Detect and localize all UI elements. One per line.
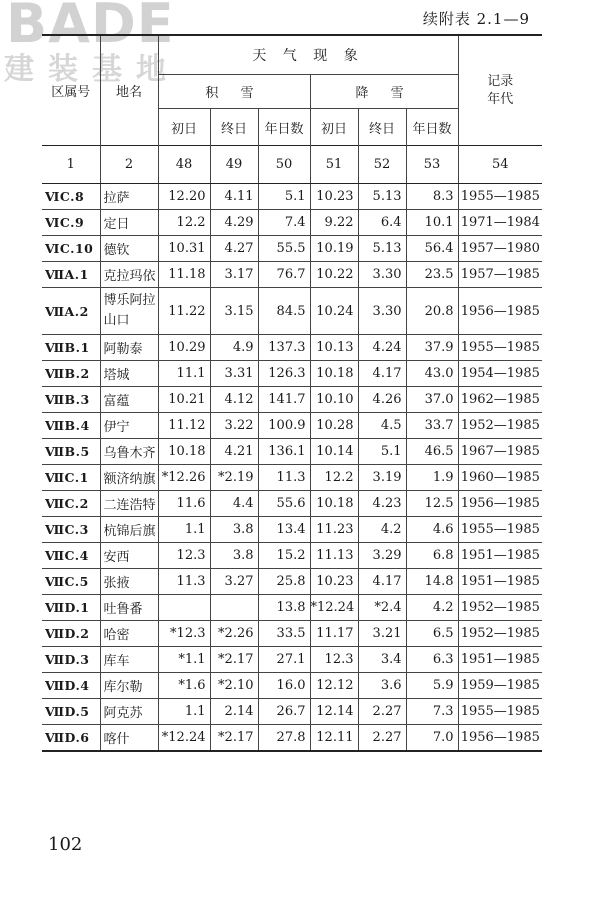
cell-snowcover-days: 5.1	[258, 184, 310, 210]
cell-zone-code: ⅥC.8	[42, 184, 100, 210]
cell-zone-code: ⅥC.10	[42, 236, 100, 262]
table-row	[42, 543, 542, 569]
cell-record-years: 1959—1985	[458, 673, 542, 699]
cell-snowfall-last: 3.19	[358, 465, 406, 491]
table-row	[42, 288, 542, 335]
cell-station-name: 阿克苏	[100, 699, 158, 725]
cell-snowcover-last: 4.21	[210, 439, 258, 465]
table-row	[42, 621, 542, 647]
cell-zone-code: ⅦD.2	[42, 621, 100, 647]
cell-snowcover-last: 3.31	[210, 361, 258, 387]
cell-snowcover-last: 3.27	[210, 569, 258, 595]
cell-snowcover-last: 4.11	[210, 184, 258, 210]
cell-snowcover-first: *1.1	[158, 647, 210, 673]
cell-snowcover-last	[210, 595, 258, 621]
cell-snowfall-first: 10.18	[310, 491, 358, 517]
header-record-line2: 年代	[487, 91, 514, 107]
cell-record-years: 1951—1985	[458, 647, 542, 673]
cell-snowfall-last: 5.1	[358, 439, 406, 465]
cell-snowfall-first: 10.14	[310, 439, 358, 465]
cell-snowcover-last: 3.15	[210, 288, 258, 335]
cell-snowcover-days: 136.1	[258, 439, 310, 465]
cell-zone-code: ⅦA.2	[42, 288, 100, 335]
cell-snowcover-days: 126.3	[258, 361, 310, 387]
cell-snowcover-days: 137.3	[258, 335, 310, 361]
cell-snowfall-first: 11.17	[310, 621, 358, 647]
cell-snowcover-first: *12.26	[158, 465, 210, 491]
cell-snowcover-days: 76.7	[258, 262, 310, 288]
col-index: 50	[258, 146, 310, 184]
table-row	[42, 413, 542, 439]
table-row	[42, 595, 542, 621]
cell-snowfall-last: 4.5	[358, 413, 406, 439]
cell-station-name: 拉萨	[100, 184, 158, 210]
cell-record-years: 1955—1985	[458, 184, 542, 210]
cell-record-years: 1954—1985	[458, 361, 542, 387]
cell-zone-code: ⅥC.9	[42, 210, 100, 236]
cell-station-name: 定日	[100, 210, 158, 236]
table-row	[42, 335, 542, 361]
cell-snowfall-last: 5.13	[358, 236, 406, 262]
cell-snowfall-last: 6.4	[358, 210, 406, 236]
cell-station-name: 哈密	[100, 621, 158, 647]
cell-snowcover-last: 3.17	[210, 262, 258, 288]
cell-record-years: 1967—1985	[458, 439, 542, 465]
cell-snowcover-first: 11.6	[158, 491, 210, 517]
cell-record-years: 1955—1985	[458, 335, 542, 361]
cell-snowcover-first: 10.21	[158, 387, 210, 413]
cell-snowcover-last: 3.8	[210, 517, 258, 543]
cell-snowfall-days: 7.3	[406, 699, 458, 725]
cell-zone-code: ⅦD.4	[42, 673, 100, 699]
cell-record-years: 1956—1985	[458, 725, 542, 752]
cell-snowcover-first: 11.18	[158, 262, 210, 288]
cell-snowcover-last: *2.19	[210, 465, 258, 491]
header-snowfall: 降 雪	[310, 75, 458, 109]
table-row	[42, 673, 542, 699]
cell-snowfall-last: 5.13	[358, 184, 406, 210]
table-row	[42, 699, 542, 725]
cell-snowfall-first: 10.22	[310, 262, 358, 288]
table-reference: 续附表 2.1—9	[422, 10, 530, 28]
cell-snowcover-last: 3.22	[210, 413, 258, 439]
cell-zone-code: ⅦA.1	[42, 262, 100, 288]
cell-snowfall-last: 2.27	[358, 725, 406, 752]
cell-snowcover-days: 100.9	[258, 413, 310, 439]
cell-snowfall-last: 4.2	[358, 517, 406, 543]
cell-snowcover-first: 11.1	[158, 361, 210, 387]
col-index: 54	[458, 146, 542, 184]
cell-station-name: 伊宁	[100, 413, 158, 439]
header-record-years	[458, 35, 542, 146]
cell-snowfall-first: 9.22	[310, 210, 358, 236]
cell-snowcover-days: 27.8	[258, 725, 310, 752]
cell-snowfall-last: 3.30	[358, 288, 406, 335]
cell-snowfall-days: 6.8	[406, 543, 458, 569]
cell-snowcover-first: 11.12	[158, 413, 210, 439]
cell-snowfall-days: 33.7	[406, 413, 458, 439]
cell-snowcover-last: 4.27	[210, 236, 258, 262]
cell-snowfall-last: 3.6	[358, 673, 406, 699]
cell-snowfall-first: 10.23	[310, 184, 358, 210]
cell-station-name: 额济纳旗	[100, 465, 158, 491]
cell-record-years: 1960—1985	[458, 465, 542, 491]
cell-snowcover-last: 3.8	[210, 543, 258, 569]
cell-snowcover-first: 12.20	[158, 184, 210, 210]
cell-zone-code: ⅦB.1	[42, 335, 100, 361]
cell-snowcover-last: 4.29	[210, 210, 258, 236]
cell-snowcover-days: 25.8	[258, 569, 310, 595]
header-weather: 天 气 现 象	[158, 35, 458, 75]
cell-snowfall-first: 12.3	[310, 647, 358, 673]
cell-snowfall-days: 6.5	[406, 621, 458, 647]
cell-snowcover-first	[158, 595, 210, 621]
cell-station-name: 库车	[100, 647, 158, 673]
cell-station-name: 富蕴	[100, 387, 158, 413]
col-index: 1	[42, 146, 100, 184]
cell-snowfall-last: 3.29	[358, 543, 406, 569]
cell-station-name: 杭锦后旗	[100, 517, 158, 543]
cell-station-name: 阿勒泰	[100, 335, 158, 361]
cell-station-name: 博乐阿拉山口	[100, 288, 158, 335]
cell-snowcover-days: 15.2	[258, 543, 310, 569]
cell-snowcover-days: 33.5	[258, 621, 310, 647]
cell-zone-code: ⅦC.1	[42, 465, 100, 491]
cell-snowfall-days: 20.8	[406, 288, 458, 335]
cell-snowfall-last: 3.4	[358, 647, 406, 673]
cell-snowfall-last: 4.23	[358, 491, 406, 517]
cell-snowfall-days: 37.0	[406, 387, 458, 413]
table-row	[42, 491, 542, 517]
cell-snowfall-days: 43.0	[406, 361, 458, 387]
cell-snowfall-days: 37.9	[406, 335, 458, 361]
cell-station-name: 克拉玛依	[100, 262, 158, 288]
col-index: 53	[406, 146, 458, 184]
snow-data-table	[42, 34, 542, 752]
cell-snowfall-first: 10.13	[310, 335, 358, 361]
cell-snowfall-last: 3.21	[358, 621, 406, 647]
cell-station-name: 喀什	[100, 725, 158, 752]
cell-snowcover-days: 13.4	[258, 517, 310, 543]
header-sub-col: 终日	[210, 109, 258, 146]
cell-snowfall-days: 4.6	[406, 517, 458, 543]
cell-snowcover-last: 4.9	[210, 335, 258, 361]
cell-record-years: 1952—1985	[458, 413, 542, 439]
cell-snowfall-first: 10.24	[310, 288, 358, 335]
table-row	[42, 647, 542, 673]
cell-record-years: 1956—1985	[458, 288, 542, 335]
cell-snowfall-days: 10.1	[406, 210, 458, 236]
cell-snowfall-last: 4.24	[358, 335, 406, 361]
cell-record-years: 1957—1980	[458, 236, 542, 262]
cell-snowcover-first: 10.31	[158, 236, 210, 262]
cell-zone-code: ⅦD.1	[42, 595, 100, 621]
col-index: 51	[310, 146, 358, 184]
cell-snowcover-days: 11.3	[258, 465, 310, 491]
table-row	[42, 725, 542, 752]
cell-snowfall-first: *12.24	[310, 595, 358, 621]
cell-record-years: 1962—1985	[458, 387, 542, 413]
cell-snowcover-last: *2.10	[210, 673, 258, 699]
cell-snowfall-first: 12.14	[310, 699, 358, 725]
cell-snowfall-first: 10.18	[310, 361, 358, 387]
header-sub-col: 初日	[310, 109, 358, 146]
cell-snowcover-days: 141.7	[258, 387, 310, 413]
cell-snowcover-first: 10.29	[158, 335, 210, 361]
cell-snowcover-first: 1.1	[158, 517, 210, 543]
cell-snowfall-first: 10.28	[310, 413, 358, 439]
cell-snowfall-days: 23.5	[406, 262, 458, 288]
header-zone-no: 区属号	[42, 35, 100, 146]
cell-snowfall-last: *2.4	[358, 595, 406, 621]
cell-snowfall-last: 2.27	[358, 699, 406, 725]
table-row	[42, 517, 542, 543]
cell-zone-code: ⅦC.5	[42, 569, 100, 595]
cell-snowcover-first: *12.3	[158, 621, 210, 647]
cell-snowfall-first: 10.10	[310, 387, 358, 413]
cell-record-years: 1952—1985	[458, 595, 542, 621]
header-snow-cover: 积 雪	[158, 75, 310, 109]
header-sub-col: 年日数	[258, 109, 310, 146]
page-number: 102	[48, 834, 83, 855]
cell-snowfall-first: 10.23	[310, 569, 358, 595]
cell-snowfall-first: 11.23	[310, 517, 358, 543]
table-row	[42, 262, 542, 288]
cell-snowcover-last: *2.17	[210, 725, 258, 752]
cell-zone-code: ⅦB.4	[42, 413, 100, 439]
col-index: 48	[158, 146, 210, 184]
cell-record-years: 1951—1985	[458, 569, 542, 595]
cell-snowcover-days: 27.1	[258, 647, 310, 673]
cell-snowcover-last: 2.14	[210, 699, 258, 725]
cell-snowfall-days: 46.5	[406, 439, 458, 465]
cell-record-years: 1952—1985	[458, 621, 542, 647]
cell-snowcover-days: 13.8	[258, 595, 310, 621]
cell-record-years: 1951—1985	[458, 543, 542, 569]
cell-zone-code: ⅦC.2	[42, 491, 100, 517]
header-station: 地名	[100, 35, 158, 146]
cell-snowcover-days: 16.0	[258, 673, 310, 699]
cell-snowfall-days: 1.9	[406, 465, 458, 491]
watermark-cn: 建装基地	[4, 52, 180, 87]
cell-record-years: 1971—1984	[458, 210, 542, 236]
cell-snowcover-last: 4.4	[210, 491, 258, 517]
cell-snowfall-days: 6.3	[406, 647, 458, 673]
table-row	[42, 465, 542, 491]
cell-snowcover-last: *2.26	[210, 621, 258, 647]
cell-snowcover-days: 55.5	[258, 236, 310, 262]
col-index: 2	[100, 146, 158, 184]
cell-snowfall-first: 11.13	[310, 543, 358, 569]
cell-zone-code: ⅦB.3	[42, 387, 100, 413]
watermark-brand: BADE	[6, 0, 175, 55]
cell-snowcover-first: 11.22	[158, 288, 210, 335]
cell-snowcover-first: 12.3	[158, 543, 210, 569]
cell-snowcover-days: 26.7	[258, 699, 310, 725]
table-row	[42, 361, 542, 387]
table-row	[42, 569, 542, 595]
header-sub-col: 年日数	[406, 109, 458, 146]
cell-record-years: 1956—1985	[458, 491, 542, 517]
cell-snowfall-last: 4.17	[358, 361, 406, 387]
cell-zone-code: ⅦC.3	[42, 517, 100, 543]
cell-snowfall-last: 3.30	[358, 262, 406, 288]
cell-snowcover-first: 12.2	[158, 210, 210, 236]
cell-snowfall-days: 4.2	[406, 595, 458, 621]
cell-record-years: 1957—1985	[458, 262, 542, 288]
cell-snowcover-first: *12.24	[158, 725, 210, 752]
cell-snowcover-last: *2.17	[210, 647, 258, 673]
cell-record-years: 1955—1985	[458, 699, 542, 725]
cell-snowfall-days: 8.3	[406, 184, 458, 210]
table-body	[42, 184, 542, 752]
cell-record-years: 1955—1985	[458, 517, 542, 543]
cell-snowcover-first: 1.1	[158, 699, 210, 725]
cell-station-name: 张掖	[100, 569, 158, 595]
cell-snowcover-last: 4.12	[210, 387, 258, 413]
cell-zone-code: ⅦC.4	[42, 543, 100, 569]
table-row	[42, 236, 542, 262]
table-row	[42, 387, 542, 413]
cell-snowfall-first: 12.2	[310, 465, 358, 491]
header-sub-col: 终日	[358, 109, 406, 146]
table-row	[42, 439, 542, 465]
col-index: 52	[358, 146, 406, 184]
cell-zone-code: ⅦD.3	[42, 647, 100, 673]
cell-snowfall-last: 4.17	[358, 569, 406, 595]
table-row	[42, 184, 542, 210]
cell-snowfall-days: 5.9	[406, 673, 458, 699]
cell-station-name: 安西	[100, 543, 158, 569]
cell-zone-code: ⅦD.6	[42, 725, 100, 752]
cell-station-name: 二连浩特	[100, 491, 158, 517]
cell-snowfall-days: 14.8	[406, 569, 458, 595]
cell-station-name: 德钦	[100, 236, 158, 262]
col-index: 49	[210, 146, 258, 184]
cell-snowcover-first: 11.3	[158, 569, 210, 595]
cell-snowcover-first: *1.6	[158, 673, 210, 699]
cell-station-name: 乌鲁木齐	[100, 439, 158, 465]
cell-station-name: 库尔勒	[100, 673, 158, 699]
cell-snowcover-days: 84.5	[258, 288, 310, 335]
cell-snowfall-first: 12.12	[310, 673, 358, 699]
cell-zone-code: ⅦB.5	[42, 439, 100, 465]
cell-snowfall-last: 4.26	[358, 387, 406, 413]
cell-snowcover-days: 55.6	[258, 491, 310, 517]
cell-snowfall-days: 12.5	[406, 491, 458, 517]
cell-snowfall-first: 10.19	[310, 236, 358, 262]
header-record-line1: 记录	[487, 73, 514, 89]
cell-zone-code: ⅦB.2	[42, 361, 100, 387]
cell-snowfall-days: 7.0	[406, 725, 458, 752]
header-sub-col: 初日	[158, 109, 210, 146]
cell-snowfall-days: 56.4	[406, 236, 458, 262]
cell-snowfall-first: 12.11	[310, 725, 358, 752]
table-row	[42, 210, 542, 236]
cell-snowcover-first: 10.18	[158, 439, 210, 465]
cell-station-name: 吐鲁番	[100, 595, 158, 621]
cell-snowcover-days: 7.4	[258, 210, 310, 236]
cell-station-name: 塔城	[100, 361, 158, 387]
cell-zone-code: ⅦD.5	[42, 699, 100, 725]
